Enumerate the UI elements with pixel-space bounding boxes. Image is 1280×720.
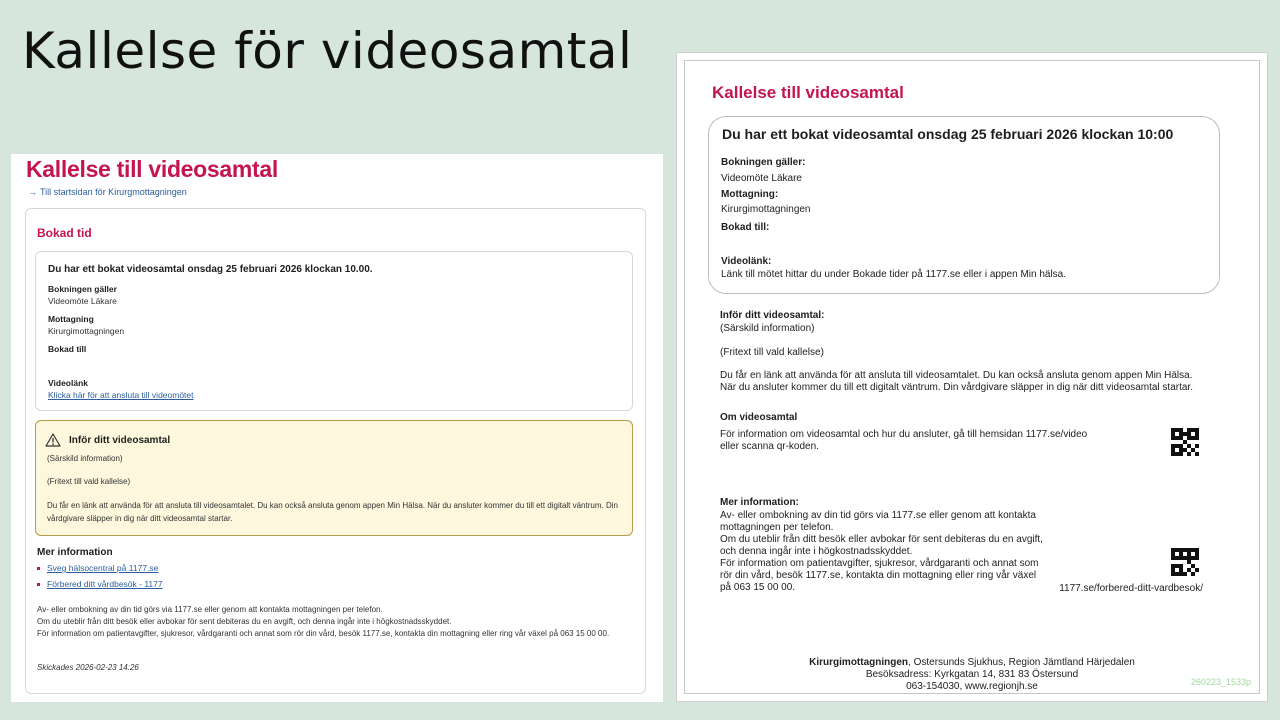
videolank-label: Videolänk [48, 378, 88, 388]
infor-line: Du får en länk att använda för att ansluta till videosamtalet. Du kan också ansluta genom appen Min Hälsa. [720, 370, 1193, 381]
qr-caption: 1177.se/forbered-ditt-vardbesok/ [1059, 583, 1203, 594]
warning-line: Du får en länk att använda för att ansluta till videosamtalet. Du kan också ansluta genom appen Min Hälsa. När du ansluter kommer du till ett digitalt väntrum. Din vårdgivare släpper in dig när ditt videosamtal startar. [47, 501, 618, 523]
letter-footer-contact: 063-154030, www.regionjh.se [906, 681, 1038, 692]
arrow-right-icon: → [28, 187, 37, 197]
mer-line: och denna ingår inte i högkostnadsskyddet. [720, 546, 913, 557]
footer-line: Av- eller ombokning av din tid görs via 1177.se eller genom att kontakta mottagningen per telefon. [37, 605, 383, 614]
videolank-value: Länk till mötet hittar du under Bokade tider på 1177.se eller i appen Min hälsa. [721, 269, 1067, 280]
bokningen-label: Bokningen gäller [48, 284, 117, 294]
letter-title: Kallelse till videosamtal [712, 83, 904, 102]
infor-line: (Särskild information) [720, 323, 815, 334]
list-item[interactable]: Sveg hälsocentral på 1177.se [37, 563, 163, 573]
booking-details [35, 251, 633, 411]
mottagning-label: Mottagning: [721, 189, 779, 200]
mottagning-value: Kirurgimottagningen [48, 326, 125, 336]
om-heading: Om videosamtal [720, 412, 798, 423]
booking-main-line: Du har ett bokat videosamtal onsdag 25 februari 2026 klockan 10.00. [48, 264, 373, 275]
warning-line: (Särskild information) [47, 454, 123, 463]
back-link-label: Till startsidan för Kirurgmottagningen [40, 187, 187, 197]
mer-line: För information om patientavgifter, sjukresor, vårdgaranti och annat som [720, 558, 1039, 569]
footer-line: För information om patientavgifter, sjukresor, vårdgaranti och annat som rör din vård, besök 1177.se, kontakta din mottagning eller ring vår växel på 063 15 00 00. [37, 629, 610, 638]
om-line: För information om videosamtal och hur du ansluter, gå till hemsidan 1177.se/video [720, 429, 1088, 440]
bokad-label: Bokad till: [721, 222, 770, 233]
mer-info-links [37, 563, 163, 595]
document-code: 260223_1533p [1190, 677, 1251, 687]
bokad-label: Bokad till [48, 344, 87, 354]
letter-view-panel [676, 52, 1268, 702]
warning-heading: Inför ditt videosamtal [69, 434, 171, 446]
bullet-icon [37, 583, 40, 586]
bullet-icon [37, 567, 40, 570]
qr-code-icon [1171, 548, 1199, 576]
qr-code-icon [1171, 428, 1199, 456]
om-line: eller scanna qr-koden. [720, 441, 819, 452]
infor-line: När du ansluter kommer du till ett digitalt väntrum. Din vårdgivare släpper in dig när ditt videosamtal startar. [720, 382, 1193, 393]
mer-line: rör din vård, besök 1177.se, kontakta din mottagning eller ring vår växel [720, 570, 1037, 581]
video-link[interactable]: Klicka här för att ansluta till videomötet [48, 390, 194, 400]
mer-line: Av- eller ombokning av din tid görs via 1177.se eller genom att kontakta [720, 510, 1036, 521]
letter-main-line: Du har ett bokat videosamtal onsdag 25 februari 2026 klockan 10:00 [722, 126, 1174, 142]
mer-info-heading: Mer information [37, 547, 113, 558]
bokningen-value: Videomöte Läkare [48, 296, 117, 306]
videolank-label: Videolänk: [721, 256, 772, 267]
letter-footer-address: Besöksadress: Kyrkgatan 14, 831 83 Östersund [865, 669, 1079, 680]
list-item[interactable]: Förbered ditt vårdbesök - 1177 [37, 579, 163, 589]
bokningen-label: Bokningen gäller: [721, 157, 806, 168]
bokningen-value: Videomöte Läkare [721, 173, 802, 184]
mer-line: mottagningen per telefon. [720, 522, 834, 533]
infor-line: (Fritext till vald kallelse) [720, 347, 824, 358]
warning-icon [45, 433, 61, 447]
mottagning-value: Kirurgimottagningen [721, 204, 811, 215]
mer-line: Om du uteblir från ditt besök eller avbokar för sent debiteras du en avgift, [720, 534, 1043, 545]
section-heading: Bokad tid [37, 226, 92, 240]
infor-heading: Inför ditt videosamtal: [720, 310, 825, 321]
warning-line: (Fritext till vald kallelse) [47, 477, 131, 486]
slide-title: Kallelse för videosamtal [22, 22, 633, 80]
mer-heading: Mer information: [720, 497, 799, 508]
booking-card [25, 208, 646, 694]
page-title: Kallelse till videosamtal [26, 156, 279, 182]
letter-booking-box [708, 116, 1220, 294]
back-link[interactable] [28, 187, 187, 197]
footer-line: Om du uteblir från ditt besök eller avbokar för sent debiteras du en avgift, och denna ingår inte i högkostnadsskyddet. [37, 617, 452, 626]
info-warning-box [35, 420, 633, 536]
web-view-panel [11, 154, 663, 702]
letter-footer-clinic: Kirurgimottagningen, Ostersunds Sjukhus, Region Jämtland Härjedalen [809, 657, 1135, 668]
mer-line: på 063 15 00 00. [720, 582, 796, 593]
mottagning-label: Mottagning [48, 314, 94, 324]
sent-timestamp: Skickades 2026-02-23 14:26 [37, 663, 139, 672]
